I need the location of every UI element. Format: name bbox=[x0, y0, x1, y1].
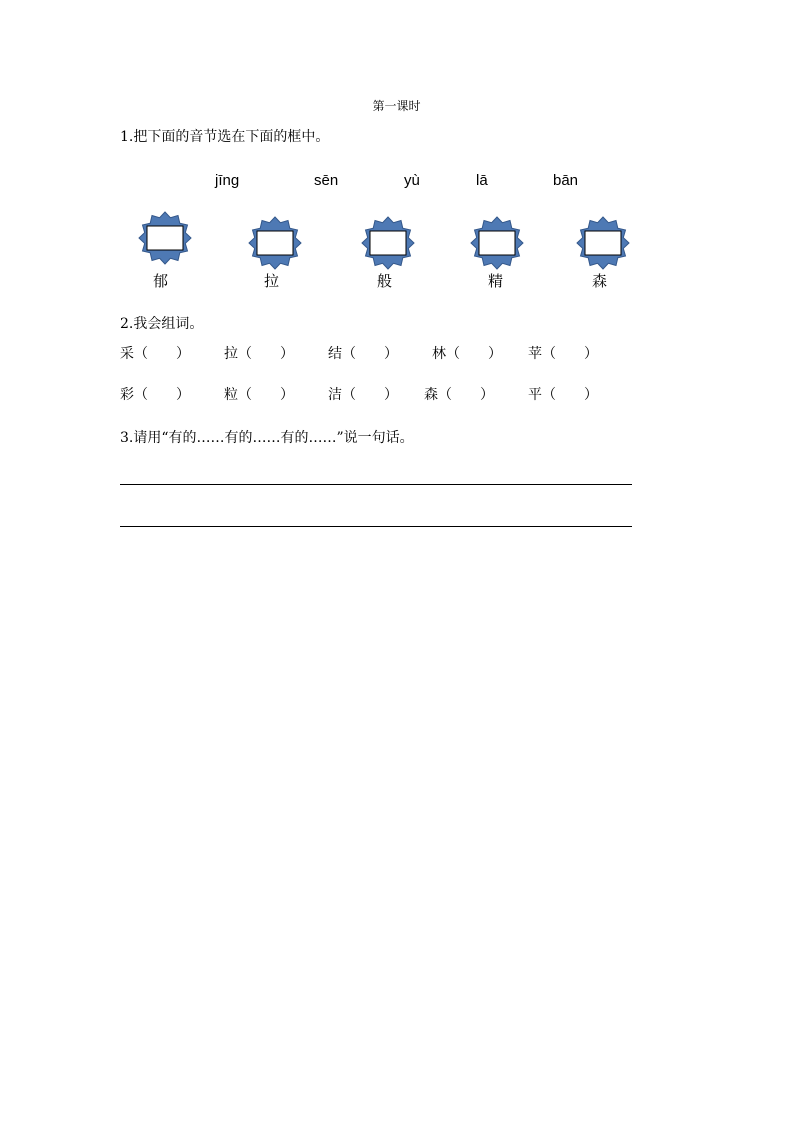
word-blank[interactable]: 苹（ ） bbox=[528, 346, 598, 362]
answer-rect bbox=[585, 231, 621, 255]
character-label: 森 bbox=[592, 272, 608, 290]
word-blank[interactable]: 平（ ） bbox=[528, 387, 598, 403]
answer-box[interactable] bbox=[576, 216, 630, 270]
answer-rect bbox=[479, 231, 515, 255]
answer-box[interactable] bbox=[361, 216, 415, 270]
answer-rect bbox=[147, 226, 183, 250]
answer-rect bbox=[370, 231, 406, 255]
character-label: 精 bbox=[488, 272, 504, 290]
character-label: 般 bbox=[377, 272, 393, 290]
lesson-title: 第一课时 bbox=[372, 99, 421, 113]
question-1-prompt: 1.把下面的音节选在下面的框中。 bbox=[120, 129, 330, 145]
word-blank[interactable]: 采（ ） bbox=[120, 346, 190, 362]
word-blank[interactable]: 拉（ ） bbox=[224, 346, 294, 362]
answer-box[interactable] bbox=[138, 211, 192, 265]
pinyin-syllable: yù bbox=[404, 172, 420, 189]
character-label: 拉 bbox=[264, 272, 280, 290]
answer-rect bbox=[257, 231, 293, 255]
answer-box[interactable] bbox=[470, 216, 524, 270]
word-blank[interactable]: 森（ ） bbox=[424, 387, 494, 403]
answer-box[interactable] bbox=[248, 216, 302, 270]
word-blank[interactable]: 粒（ ） bbox=[224, 387, 294, 403]
character-label: 郁 bbox=[153, 272, 169, 290]
question-2-prompt: 2.我会组词。 bbox=[120, 316, 204, 332]
pinyin-syllable: lā bbox=[476, 172, 488, 189]
question-3-prompt: 3.请用“有的……有的……有的……”说一句话。 bbox=[120, 430, 414, 446]
word-blank[interactable]: 彩（ ） bbox=[120, 387, 190, 403]
pinyin-syllable: sēn bbox=[314, 172, 339, 189]
pinyin-syllable: bān bbox=[553, 172, 579, 189]
answer-line[interactable] bbox=[120, 526, 632, 527]
answer-line[interactable] bbox=[120, 484, 632, 485]
word-blank[interactable]: 结（ ） bbox=[328, 346, 398, 362]
pinyin-syllable: jīng bbox=[215, 172, 240, 189]
word-blank[interactable]: 林（ ） bbox=[432, 346, 502, 362]
word-blank[interactable]: 洁（ ） bbox=[328, 387, 398, 403]
